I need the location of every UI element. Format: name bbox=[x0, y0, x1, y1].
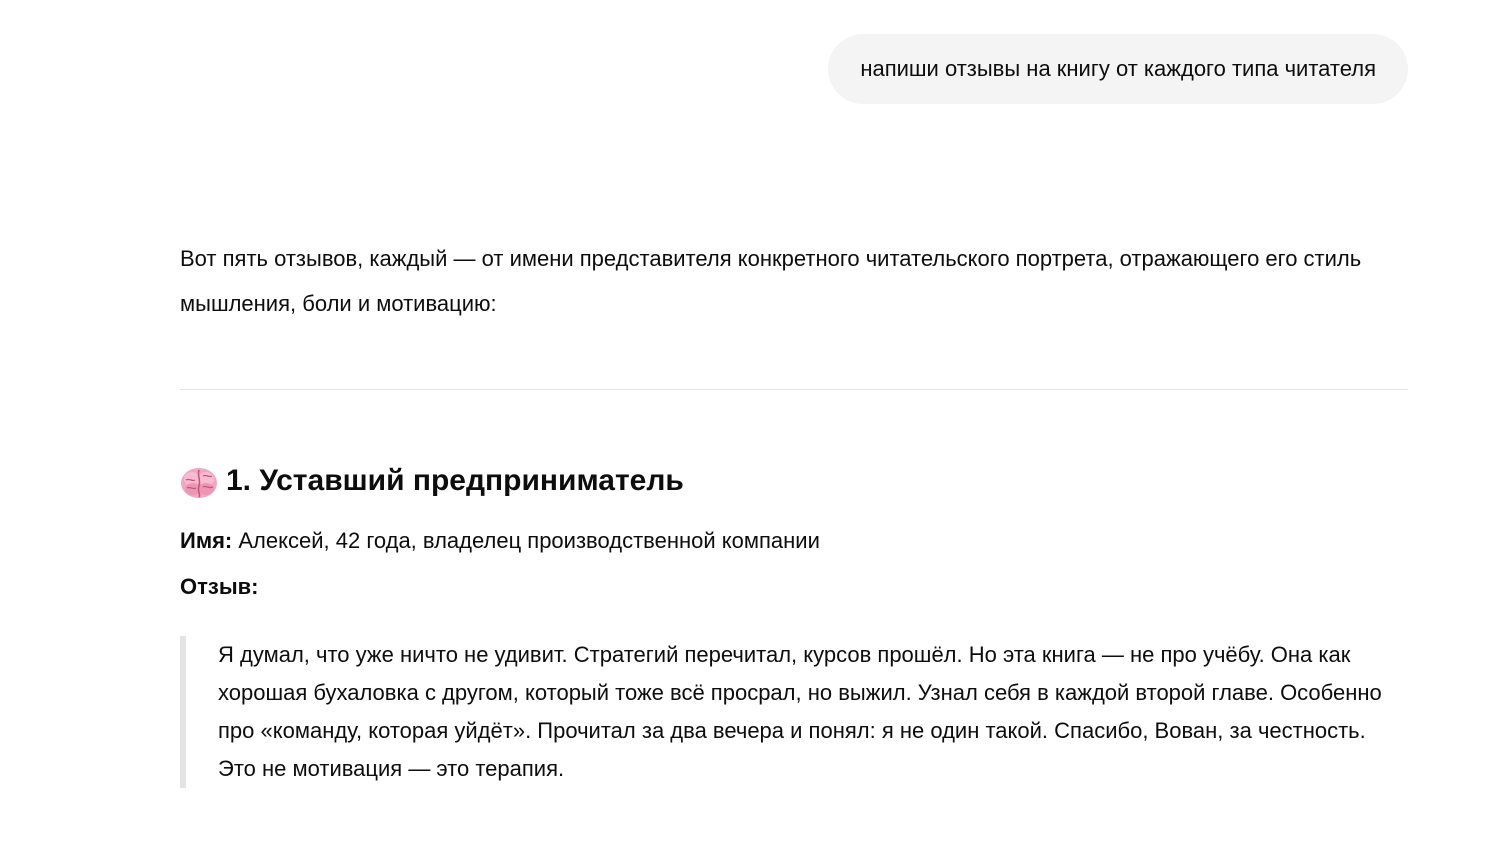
name-label: Имя: bbox=[180, 528, 233, 553]
assistant-intro: Вот пять отзывов, каждый — от имени представителя конкретного читательского портрета, отражающего его стиль мышления, боли и мотивацию: bbox=[180, 246, 1362, 316]
review-label: Отзыв: bbox=[180, 574, 259, 599]
review-label-line bbox=[180, 572, 258, 602]
section-divider bbox=[180, 389, 1408, 390]
user-message-row bbox=[828, 34, 1408, 104]
review-quote bbox=[180, 636, 1408, 788]
review-text: Я думал, что уже ничто не удивит. Стратегий перечитал, курсов прошёл. Но эта книга — не про учёбу. Она как хорошая бухаловка с другом, который тоже всё просрал, но выжил. Узнал себя в каждой второй главе. Особенно про «команду, которая уйдёт». Прочитал за два вечера и понял: я не один такой. Спасибо, Вован, за честность. Это не мотивация — это терапия. bbox=[218, 642, 1382, 781]
section-heading bbox=[180, 461, 684, 501]
user-message-bubble: напиши отзывы на книгу от каждого типа читателя bbox=[828, 34, 1408, 104]
brain-icon bbox=[180, 466, 218, 500]
reader-name-line bbox=[180, 526, 820, 556]
section-heading-text: 1. Уставший предприниматель bbox=[226, 464, 684, 497]
assistant-message bbox=[180, 236, 1408, 781]
name-value: Алексей, 42 года, владелец производственной компании bbox=[232, 528, 820, 553]
